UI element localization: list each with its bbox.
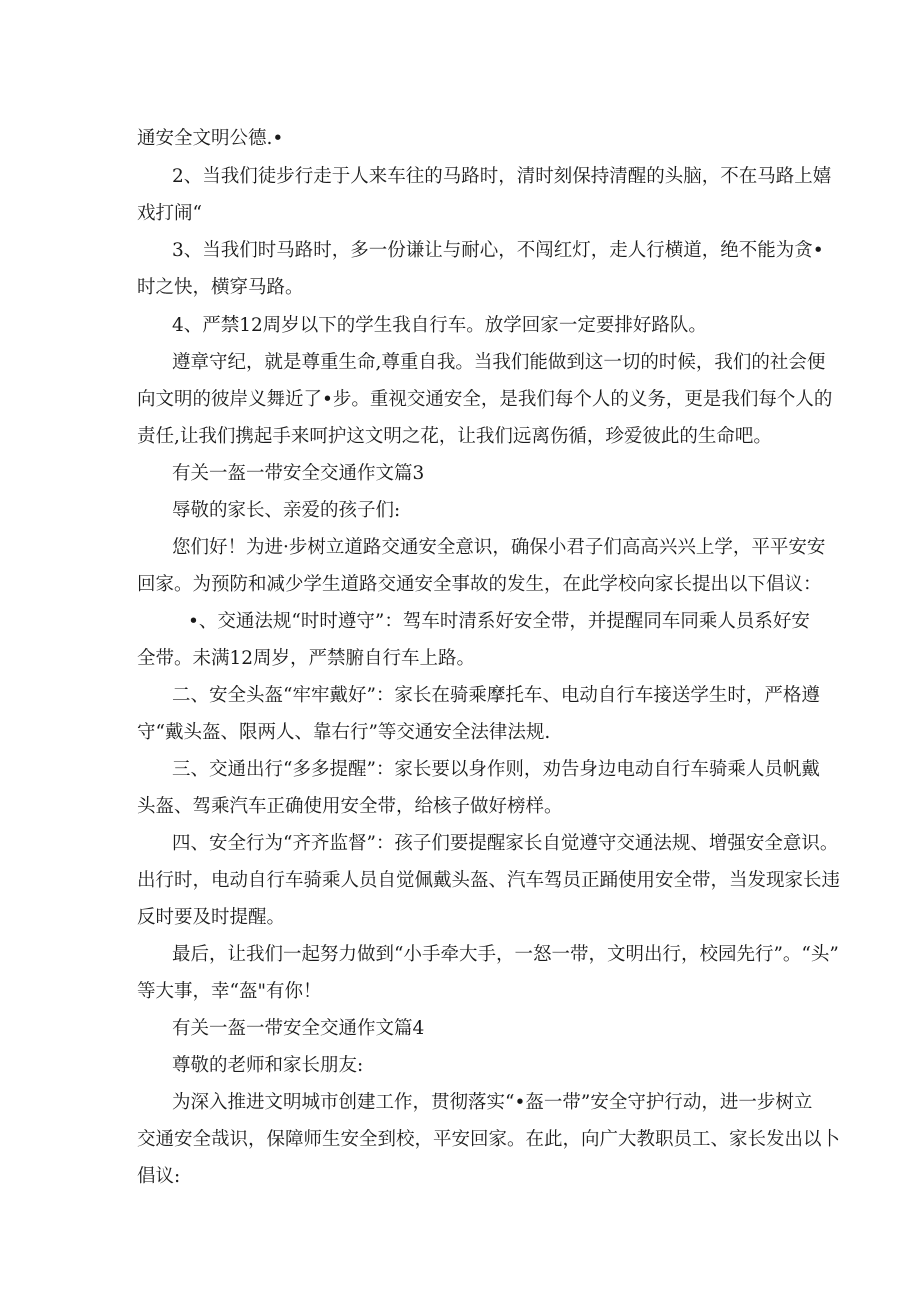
text-line: 戏打闹“ (137, 203, 202, 224)
text-line: 守“戴头盔、限两人、靠右行”等交通安全法律法规. (137, 722, 551, 743)
text-line: 三、交通出行“多多提醒”：家长要以身作则，劝告身边电动自行车骑乘人员帆戴 (172, 759, 820, 780)
text-line: 等大事，幸“盔"有你！ (137, 981, 322, 1002)
text-line: 辱敬的家长、亲爱的孩子们: (172, 500, 401, 521)
text-line: 责任,让我们携起手来呵护这文明之花，让我们远离伤循，珍爱彼此的生命吧。 (137, 426, 772, 447)
text-line: 回家。为预防和减少学生道路交通安全事故的发生，在此学校向家长提出以下倡议： (137, 574, 822, 595)
text-line: 交通安全哉识，保障师生安全到校，平安回家。在此，向广大教职员工、家长发出以卜 (137, 1129, 841, 1150)
text-line: 倡议: (137, 1166, 181, 1187)
text-line: 您们好！为进·步树立道路交通安全意识，确保小君子们高高兴兴上学，平平安安 (172, 537, 826, 558)
heading-text: 有关一盔一带安全交通作文篇3 (172, 463, 425, 484)
heading-text: 有关一盔一带安全交通作文篇4 (172, 1018, 425, 1039)
text-line: 3、当我们时马路时，多一份谦让与耐心，不闯红灯，走人行横道，绝不能为贪• (172, 240, 824, 261)
text-line: 2、当我们徒步行走于人来车往的马路时，清时刻保持清醒的头脑，不在马路上嬉 (172, 166, 832, 187)
text-line: •、交通法规“时时遵守”：驾车时清系好安全带，并提醒同车同乘人员系好安 (188, 611, 810, 632)
text-line: 四、安全行为“齐齐监督”：孩子们要提醒家长自觉遵守交通法规、增强安全意识。 (172, 833, 839, 854)
text-line: 4、严禁12周岁以下的学生我自行车。放学回家一定要排好路队。 (172, 315, 707, 336)
text-line: 头盔、驾乘汽车正确使用安全带，给核子做好榜样。 (137, 796, 563, 817)
text-line: 全带。未满12周岁，严禁腑自行车上路。 (137, 648, 476, 669)
text-line: 为深入推进文明城市创建工作，贯彻落实“•盔一带”安全守护行动，进一步树立 (172, 1092, 813, 1113)
text-line: 二、安全头盔“牢牢戴好”：家长在骑乘摩托车、电动自行车接送学生时，严格遵 (172, 685, 820, 706)
text-line: 遵章守纪，就是尊重生命,尊重自我。当我们能做到这一切的时候，我们的社会便 (172, 352, 826, 373)
text-line: 尊敬的老师和家长朋友: (172, 1055, 364, 1076)
text-line: 通安全文明公德.• (137, 128, 284, 149)
text-line: 时之快，横穿马路。 (137, 277, 304, 298)
text-line: 最后，让我们一起努力做到“小手牵大手，一怒一带，文明出行，校园先行”。“头” (172, 944, 839, 965)
text-line: 出行时，电动自行车骑乘人员自觉佩戴头盔、汽车驾员正踊使用安全带，当发现家长违 (137, 870, 841, 891)
text-line: 反时要及时提醒。 (137, 907, 286, 928)
text-line: 向文明的彼岸义舞近了•步。重视交通安全，是我们每个人的义务，更是我们每个人的 (137, 389, 833, 410)
